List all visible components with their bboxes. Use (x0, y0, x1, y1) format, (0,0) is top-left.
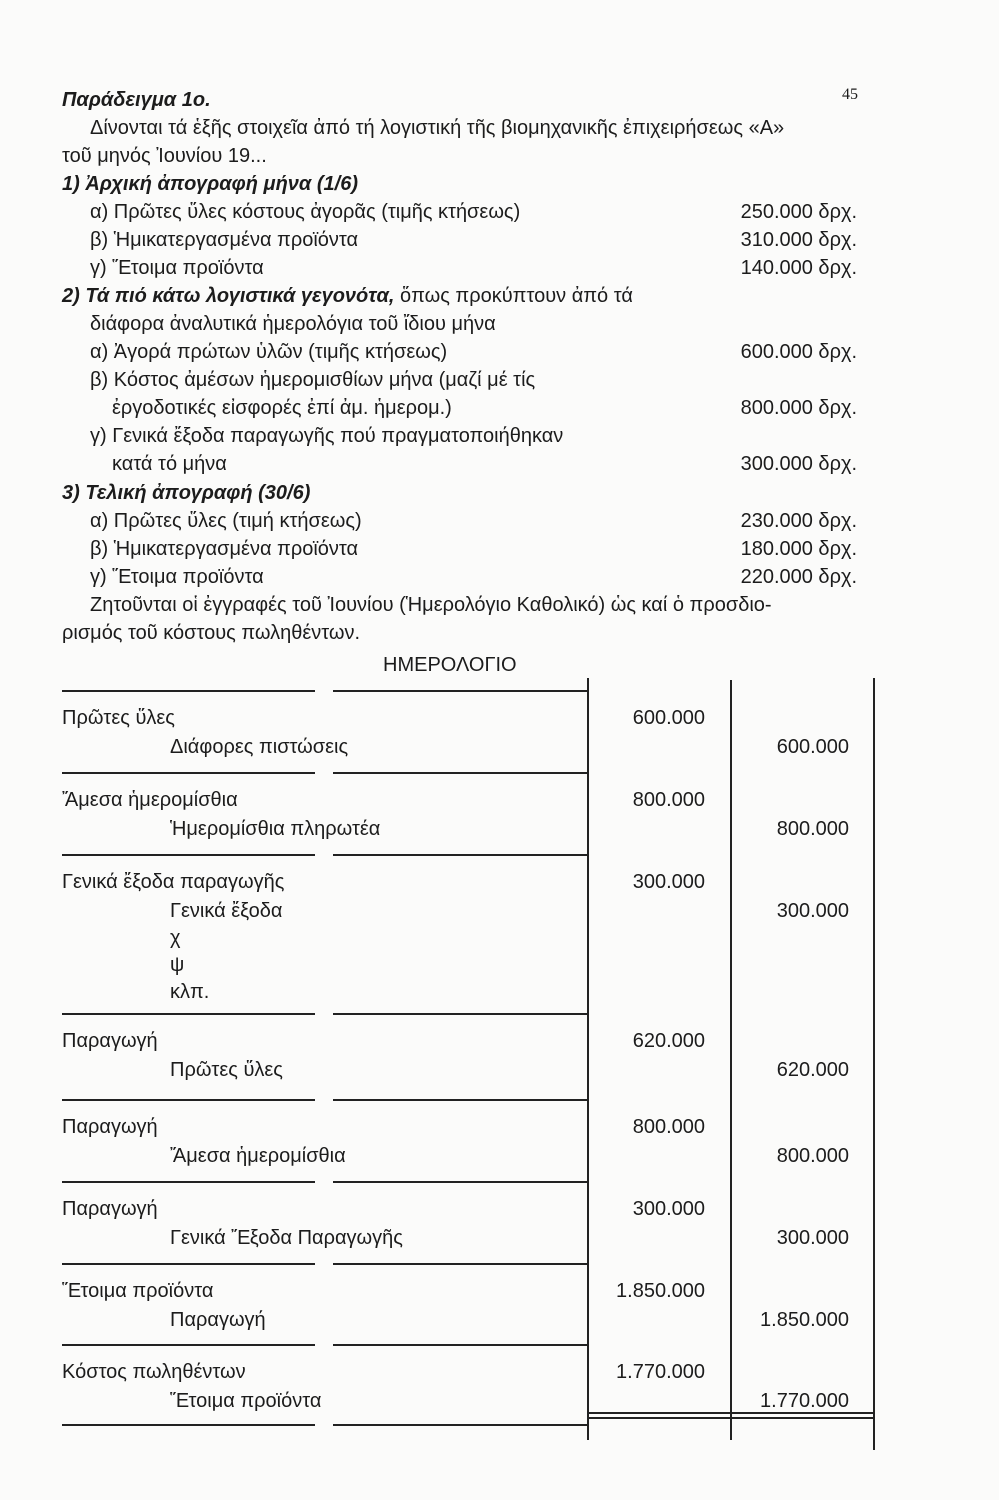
debit-account: Κόστος πωληθέντων (62, 1361, 246, 1383)
credit-amount: 300.000 (776, 1227, 849, 1249)
separator-line (333, 1013, 587, 1015)
debit-amount: 600.000 (632, 707, 705, 729)
separator-line (62, 1263, 315, 1265)
credit-account: Ἡμερομίσθια πληρωτέα (170, 818, 381, 840)
item-amount: 220.000 δρχ. (740, 566, 857, 588)
separator-line (62, 854, 315, 856)
item-amount: 180.000 δρχ. (740, 538, 857, 560)
item-amount: 600.000 δρχ. (740, 341, 857, 363)
debit-account: Γενικά ἔξοδα παραγωγῆς (62, 871, 285, 893)
credit-amount: 800.000 (776, 818, 849, 840)
section-heading: 3) Τελική ἀπογραφή (30/6) (62, 482, 311, 504)
separator-line (333, 690, 587, 692)
debit-amount: 300.000 (632, 1198, 705, 1220)
credit-account: Γενικά Ἔξοδα Παραγωγῆς (170, 1227, 403, 1249)
credit-amount: 800.000 (776, 1145, 849, 1167)
section-heading: 2) Τά πιό κάτω λογιστικά γεγονότα, (62, 285, 395, 307)
item-label: ἐργοδοτικές εἰσφορές ἐπί ἀμ. ἡμερομ.) (112, 397, 452, 419)
debit-amount: 800.000 (632, 789, 705, 811)
item-label: β) Κόστος ἀμέσων ἡμερομισθίων μήνα (μαζί μέ τίς (90, 369, 536, 391)
section-heading-line (62, 284, 633, 308)
column-rule (873, 678, 875, 1450)
item-amount: 800.000 δρχ. (740, 397, 857, 419)
credit-account: Ἄμεσα ἡμερομίσθια (170, 1145, 346, 1167)
credit-amount: 600.000 (776, 736, 849, 758)
request-line: ρισμός τοῦ κόστους πωληθέντων. (62, 622, 361, 644)
separator-line (333, 772, 587, 774)
credit-account: ψ (170, 954, 185, 976)
debit-account: Πρῶτες ὕλες (62, 707, 175, 729)
credit-amount: 300.000 (776, 900, 849, 922)
debit-account: Παραγωγή (62, 1198, 158, 1220)
debit-amount: 800.000 (632, 1116, 705, 1138)
separator-line (333, 1424, 587, 1426)
item-amount: 250.000 δρχ. (740, 201, 857, 223)
item-label: γ) Ἕτοιμα προϊόντα (90, 566, 264, 588)
item-label: κατά τό μήνα (112, 453, 227, 475)
item-label: γ) Γενικά ἔξοδα παραγωγῆς πού πραγματοποιήθηκαν (90, 425, 564, 447)
credit-account: κλπ. (170, 981, 210, 1003)
separator-line (333, 854, 587, 856)
separator-line (62, 690, 315, 692)
credit-account: Γενικά ἔξοδα (170, 900, 283, 922)
separator-line (62, 1013, 315, 1015)
page-number: 45 (842, 86, 858, 103)
intro-line: τοῦ μηνός Ἰουνίου 19... (62, 145, 267, 167)
debit-amount: 620.000 (632, 1030, 705, 1052)
credit-amount: 1.850.000 (760, 1309, 849, 1331)
credit-account: Παραγωγή (170, 1309, 266, 1331)
credit-account: Ἕτοιμα προϊόντα (170, 1390, 322, 1412)
credit-amount: 1.770.000 (760, 1390, 849, 1412)
section-heading-rest: ὅπως προκύπτουν ἀπό τά (399, 285, 633, 307)
credit-account: Πρῶτες ὕλες (170, 1059, 283, 1081)
item-label: διάφορα ἀναλυτικά ἡμερολόγια τοῦ ἴδιου μήνα (90, 313, 496, 335)
credit-account: χ (170, 927, 181, 949)
debit-amount: 300.000 (632, 871, 705, 893)
separator-line (333, 1263, 587, 1265)
column-rule (730, 680, 732, 1440)
separator-line (62, 1099, 315, 1101)
item-label: γ) Ἕτοιμα προϊόντα (90, 257, 264, 279)
intro-line: Δίνονται τά ἑξῆς στοιχεῖα ἀπό τή λογιστική τῆς βιομηχανικῆς ἐπιχειρήσεως «Α» (90, 117, 785, 139)
separator-line (62, 1424, 315, 1426)
separator-line (333, 1181, 587, 1183)
separator-line (62, 1344, 315, 1346)
separator-line (62, 1181, 315, 1183)
debit-amount: 1.770.000 (616, 1361, 705, 1383)
item-label: α) Πρῶτες ὕλες (τιμή κτήσεως) (90, 510, 362, 532)
request-line: Ζητοῦνται οἱ ἐγγραφές τοῦ Ἰουνίου (Ἡμερολόγιο Καθολικό) ὡς καί ὁ προσδιο- (90, 594, 772, 616)
item-amount: 140.000 δρχ. (740, 257, 857, 279)
separator-line (333, 1344, 587, 1346)
item-amount: 300.000 δρχ. (740, 453, 857, 475)
section-heading: 1) Ἀρχική ἀπογραφή μήνα (1/6) (62, 173, 358, 195)
credit-account: Διάφορες πιστώσεις (170, 736, 349, 758)
separator-line (333, 1099, 587, 1101)
item-label: α) Πρῶτες ὕλες κόστους ἀγορᾶς (τιμῆς κτήσεως) (90, 201, 521, 223)
column-rule (587, 678, 589, 1440)
credit-amount: 620.000 (776, 1059, 849, 1081)
debit-account: Ἄμεσα ἡμερομίσθια (62, 789, 238, 811)
debit-account: Παραγωγή (62, 1116, 158, 1138)
item-amount: 310.000 δρχ. (740, 229, 857, 251)
debit-account: Ἕτοιμα προϊόντα (62, 1280, 214, 1302)
item-label: β) Ἡμικατεργασμένα προϊόντα (90, 538, 359, 560)
debit-amount: 1.850.000 (616, 1280, 705, 1302)
separator-line (62, 772, 315, 774)
debit-account: Παραγωγή (62, 1030, 158, 1052)
item-label: α) Ἀγορά πρώτων ὑλῶν (τιμῆς κτήσεως) (90, 341, 448, 363)
item-label: β) Ἡμικατεργασμένα προϊόντα (90, 229, 359, 251)
journal-title: ΗΜΕΡΟΛΟΓΙΟ (383, 654, 517, 676)
item-amount: 230.000 δρχ. (740, 510, 857, 532)
total-double-line (587, 1417, 875, 1419)
example-title: Παράδειγμα 1ο. (62, 89, 211, 111)
